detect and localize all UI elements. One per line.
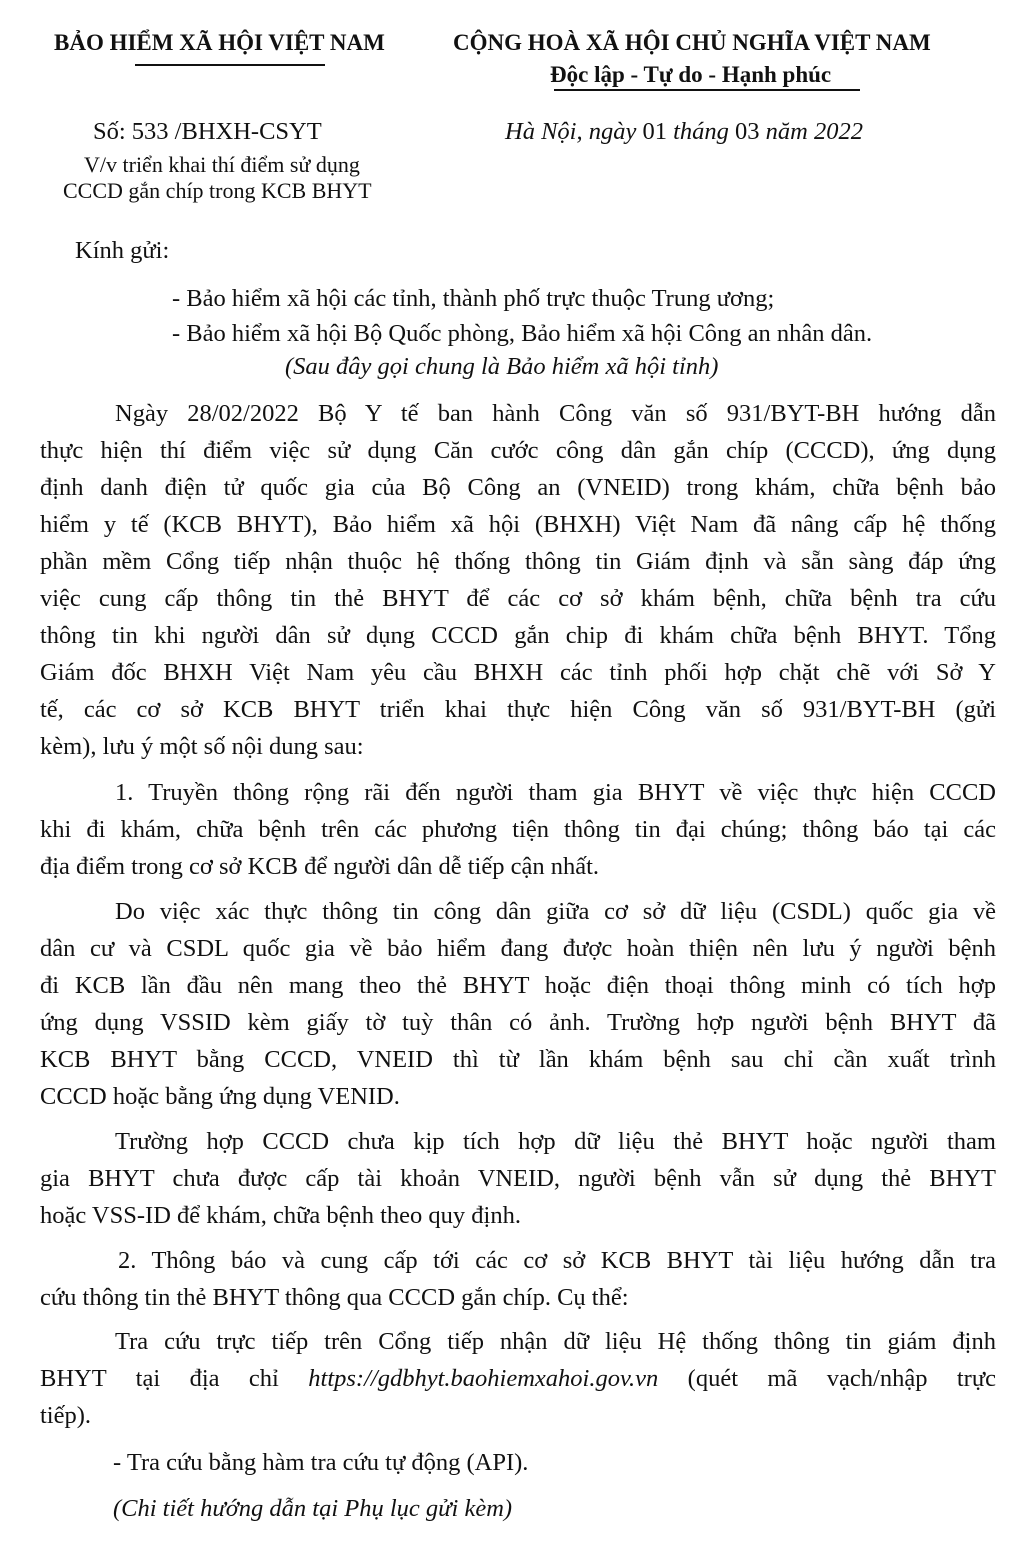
- body-line: cứu thông tin thẻ BHYT thông qua CCCD gắn chíp. Cụ thể:: [40, 1284, 629, 1311]
- body-line: địa điểm trong cơ sở KCB để người dân dễ tiếp cận nhất.: [40, 853, 600, 880]
- subject-line-1: V/v triển khai thí điểm sử dụng: [84, 152, 360, 177]
- body-line: tiếp).: [40, 1402, 92, 1429]
- body-line: hiểm y tế (KCB BHYT), Bảo hiểm xã hội (BHXH) Việt Nam đã nâng cấp hệ thống: [40, 511, 996, 538]
- place-date-month-label: tháng: [673, 118, 729, 145]
- body-text: (quét mã vạch/nhập trực: [687, 1365, 996, 1392]
- place-date: [505, 118, 863, 146]
- body-line: khi đi khám, chữa bệnh trên các phương tiện thông tin đại chúng; thông báo tại các: [40, 816, 996, 843]
- body-line: tế, các cơ sở KCB BHYT triển khai thực hiện Công văn số 931/BYT-BH (gửi: [40, 696, 996, 723]
- body-line: Do việc xác thực thông tin công dân giữa cơ sở dữ liệu (CSDL) quốc gia về: [115, 898, 996, 925]
- motto: Độc lập - Tự do - Hạnh phúc: [550, 62, 832, 87]
- recipient-item: - Bảo hiểm xã hội các tỉnh, thành phố trực thuộc Trung ương;: [172, 285, 775, 312]
- country-name: CỘNG HOÀ XÃ HỘI CHỦ NGHĨA VIỆT NAM: [453, 30, 931, 55]
- body-line: KCB BHYT bằng CCCD, VNEID thì từ lần khám bệnh sau chỉ cần xuất trình: [40, 1046, 996, 1073]
- place-date-month: 03: [735, 118, 760, 145]
- body-line: Ngày 28/02/2022 Bộ Y tế ban hành Công văn số 931/BYT-BH hướng dẫn: [115, 400, 996, 427]
- body-line: thực hiện thí điểm việc sử dụng Căn cước công dân gắn chíp (CCCD), ứng dụng: [40, 437, 996, 464]
- motto-underline: [554, 89, 860, 91]
- body-line: 1. Truyền thông rộng rãi đến người tham gia BHYT về việc thực hiện CCCD: [115, 779, 996, 806]
- body-line: định danh điện tử quốc gia của Bộ Công an (VNEID) trong khám, chữa bệnh bảo: [40, 474, 996, 501]
- appendix-note: (Chi tiết hướng dẫn tại Phụ lục gửi kèm): [113, 1495, 513, 1522]
- place-date-day: 01: [642, 118, 667, 145]
- recipients-note: (Sau đây gọi chung là Bảo hiểm xã hội tỉnh): [285, 353, 719, 380]
- body-line: việc cung cấp thông tin thẻ BHYT để các cơ sở khám bệnh, chữa bệnh tra cứu: [40, 585, 996, 612]
- body-text: BHYT tại địa chỉ: [40, 1365, 279, 1392]
- document-number: Số: 533 /BHXH-CSYT: [93, 118, 322, 145]
- body-line: đi KCB lần đầu nên mang theo thẻ BHYT hoặc điện thoại thông minh có tích hợp: [40, 972, 996, 999]
- body-line: thông tin khi người dân sử dụng CCCD gắn chip đi khám chữa bệnh BHYT. Tổng: [40, 622, 996, 649]
- body-line: ứng dụng VSSID kèm giấy tờ tuỳ thân có ảnh. Trường hợp người bệnh BHYT đã: [40, 1009, 996, 1036]
- body-line: kèm), lưu ý một số nội dung sau:: [40, 733, 364, 760]
- agency-underline: [135, 64, 325, 66]
- place-date-place: Hà Nội, ngày: [505, 118, 637, 145]
- agency-name: BẢO HIỂM XÃ HỘI VIỆT NAM: [54, 30, 385, 55]
- recipient-item: - Bảo hiểm xã hội Bộ Quốc phòng, Bảo hiểm xã hội Công an nhân dân.: [172, 320, 873, 347]
- body-line: CCCD hoặc bằng ứng dụng VENID.: [40, 1083, 400, 1110]
- body-line: 2. Thông báo và cung cấp tới các cơ sở KCB BHYT tài liệu hướng dẫn tra: [118, 1247, 996, 1274]
- body-line: phần mềm Cổng tiếp nhận thuộc hệ thống thông tin Giám định và sẵn sàng đáp ứng: [40, 548, 996, 575]
- body-line: gia BHYT chưa được cấp tài khoản VNEID, người bệnh vẫn sử dụng thẻ BHYT: [40, 1165, 996, 1192]
- place-date-year: năm 2022: [765, 118, 863, 145]
- portal-url-link[interactable]: https://gdbhyt.baohiemxahoi.gov.vn: [308, 1365, 659, 1392]
- body-line: - Tra cứu bằng hàm tra cứu tự động (API).: [113, 1449, 529, 1476]
- body-line: Tra cứu trực tiếp trên Cổng tiếp nhận dữ liệu Hệ thống thông tin giám định: [115, 1328, 996, 1355]
- body-line: Giám đốc BHXH Việt Nam yêu cầu BHXH các tỉnh phối hợp chặt chẽ với Sở Y: [40, 659, 996, 686]
- body-line: hoặc VSS-ID để khám, chữa bệnh theo quy định.: [40, 1202, 521, 1229]
- salutation: Kính gửi:: [75, 237, 170, 264]
- body-line: Trường hợp CCCD chưa kịp tích hợp dữ liệu thẻ BHYT hoặc người tham: [115, 1128, 996, 1155]
- body-line: dân cư và CSDL quốc gia về bảo hiểm đang được hoàn thiện nên lưu ý người bệnh: [40, 935, 996, 962]
- subject-line-2: CCCD gắn chíp trong KCB BHYT: [63, 178, 372, 203]
- body-line: [40, 1365, 996, 1393]
